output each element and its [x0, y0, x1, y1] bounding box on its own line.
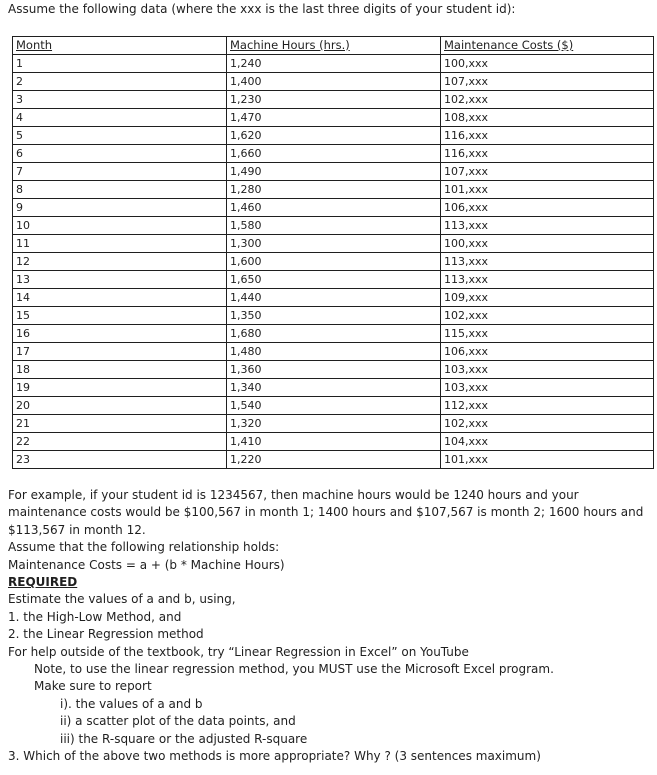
table-row — [13, 91, 654, 109]
header-machine-hours: Machine Hours (hrs.) — [227, 37, 441, 55]
cell-machine-hours: 1,540 — [227, 397, 441, 415]
cell-maintenance-cost: 101,xxx — [441, 181, 654, 199]
cell-machine-hours: 1,300 — [227, 235, 441, 253]
table-row — [13, 73, 654, 91]
cell-month: 6 — [13, 145, 227, 163]
report-sub-1: i). the values of a and b — [60, 696, 203, 711]
cell-machine-hours: 1,410 — [227, 433, 441, 451]
cell-machine-hours: 1,580 — [227, 217, 441, 235]
note-line: Note, to use the linear regression method, you MUST use the Microsoft Excel program. — [34, 662, 554, 677]
intro-text: Assume the following data (where the xxx is the last three digits of your student id): — [8, 2, 516, 16]
question-item-3: 3. Which of the above two methods is more appropriate? Why ? (3 sentences maximum) — [8, 749, 541, 764]
data-table — [12, 36, 654, 469]
table-header-row — [13, 37, 654, 55]
table-row — [13, 181, 654, 199]
cell-maintenance-cost: 100,xxx — [441, 55, 654, 73]
table-row — [13, 217, 654, 235]
help-line: For help outside of the textbook, try “Linear Regression in Excel” on YouTube — [8, 644, 469, 659]
required-heading: REQUIRED — [8, 575, 78, 590]
cell-maintenance-cost: 113,xxx — [441, 253, 654, 271]
cell-machine-hours: 1,480 — [227, 343, 441, 361]
cell-maintenance-cost: 113,xxx — [441, 271, 654, 289]
table-row — [13, 289, 654, 307]
cell-maintenance-cost: 112,xxx — [441, 397, 654, 415]
cell-month: 1 — [13, 55, 227, 73]
cell-machine-hours: 1,490 — [227, 163, 441, 181]
table-row — [13, 235, 654, 253]
cell-maintenance-cost: 103,xxx — [441, 361, 654, 379]
table-body — [13, 55, 654, 469]
assumption-line: Assume that the following relationship holds: — [8, 540, 280, 555]
table-row — [13, 271, 654, 289]
cell-machine-hours: 1,280 — [227, 181, 441, 199]
cell-maintenance-cost: 103,xxx — [441, 379, 654, 397]
cell-maintenance-cost: 102,xxx — [441, 307, 654, 325]
cell-month: 5 — [13, 127, 227, 145]
table-row — [13, 127, 654, 145]
cell-month: 12 — [13, 253, 227, 271]
cell-month: 23 — [13, 451, 227, 469]
cell-month: 14 — [13, 289, 227, 307]
cell-machine-hours: 1,660 — [227, 145, 441, 163]
table-row — [13, 307, 654, 325]
cell-maintenance-cost: 107,xxx — [441, 73, 654, 91]
cell-maintenance-cost: 106,xxx — [441, 343, 654, 361]
method-item-1: 1. the High-Low Method, and — [8, 609, 182, 624]
cell-month: 22 — [13, 433, 227, 451]
cell-maintenance-cost: 102,xxx — [441, 415, 654, 433]
cell-month: 15 — [13, 307, 227, 325]
cell-month: 4 — [13, 109, 227, 127]
table-row — [13, 109, 654, 127]
table-row — [13, 163, 654, 181]
cell-month: 16 — [13, 325, 227, 343]
formula-line: Maintenance Costs = a + (b * Machine Hours) — [8, 557, 285, 572]
example-paragraph: For example, if your student id is 1234567, then machine hours would be 1240 hours and your maintenance costs would be $100,567 in month 1; 1400 hours and $107,567 is month 2; 1600 hours and $113,567 in month 12. — [8, 488, 644, 537]
table-row — [13, 451, 654, 469]
cell-machine-hours: 1,320 — [227, 415, 441, 433]
report-sub-3: iii) the R-square or the adjusted R-square — [60, 731, 308, 746]
cell-machine-hours: 1,220 — [227, 451, 441, 469]
cell-maintenance-cost: 107,xxx — [441, 163, 654, 181]
header-maintenance-costs: Maintenance Costs ($) — [441, 37, 654, 55]
cell-month: 11 — [13, 235, 227, 253]
cell-maintenance-cost: 108,xxx — [441, 109, 654, 127]
cell-maintenance-cost: 100,xxx — [441, 235, 654, 253]
cell-machine-hours: 1,230 — [227, 91, 441, 109]
cell-machine-hours: 1,620 — [227, 127, 441, 145]
table-row — [13, 415, 654, 433]
cell-machine-hours: 1,650 — [227, 271, 441, 289]
cell-maintenance-cost: 109,xxx — [441, 289, 654, 307]
cell-maintenance-cost: 116,xxx — [441, 127, 654, 145]
cell-month: 8 — [13, 181, 227, 199]
cell-maintenance-cost: 106,xxx — [441, 199, 654, 217]
cell-maintenance-cost: 104,xxx — [441, 433, 654, 451]
table-row — [13, 433, 654, 451]
cell-machine-hours: 1,240 — [227, 55, 441, 73]
table-row — [13, 361, 654, 379]
cell-month: 17 — [13, 343, 227, 361]
cell-month: 9 — [13, 199, 227, 217]
cell-month: 20 — [13, 397, 227, 415]
cell-maintenance-cost: 101,xxx — [441, 451, 654, 469]
cell-machine-hours: 1,350 — [227, 307, 441, 325]
cell-machine-hours: 1,360 — [227, 361, 441, 379]
cell-month: 13 — [13, 271, 227, 289]
cell-month: 2 — [13, 73, 227, 91]
method-item-2: 2. the Linear Regression method — [8, 627, 204, 642]
cell-machine-hours: 1,400 — [227, 73, 441, 91]
cell-machine-hours: 1,440 — [227, 289, 441, 307]
cell-month: 21 — [13, 415, 227, 433]
report-line: Make sure to report — [34, 679, 152, 694]
table-row — [13, 325, 654, 343]
table-row — [13, 397, 654, 415]
cell-month: 7 — [13, 163, 227, 181]
cell-maintenance-cost: 116,xxx — [441, 145, 654, 163]
table-row — [13, 145, 654, 163]
cell-maintenance-cost: 113,xxx — [441, 217, 654, 235]
cell-machine-hours: 1,340 — [227, 379, 441, 397]
cell-machine-hours: 1,680 — [227, 325, 441, 343]
table-row — [13, 379, 654, 397]
cell-machine-hours: 1,460 — [227, 199, 441, 217]
instructions — [8, 487, 653, 766]
cell-month: 19 — [13, 379, 227, 397]
table-row — [13, 343, 654, 361]
cell-maintenance-cost: 115,xxx — [441, 325, 654, 343]
cell-maintenance-cost: 102,xxx — [441, 91, 654, 109]
table-row — [13, 55, 654, 73]
header-month: Month — [13, 37, 227, 55]
table-row — [13, 253, 654, 271]
cell-machine-hours: 1,600 — [227, 253, 441, 271]
cell-month: 18 — [13, 361, 227, 379]
cell-month: 10 — [13, 217, 227, 235]
cell-month: 3 — [13, 91, 227, 109]
cell-machine-hours: 1,470 — [227, 109, 441, 127]
estimate-line: Estimate the values of a and b, using, — [8, 592, 236, 607]
report-sub-2: ii) a scatter plot of the data points, and — [60, 714, 296, 729]
table-row — [13, 199, 654, 217]
